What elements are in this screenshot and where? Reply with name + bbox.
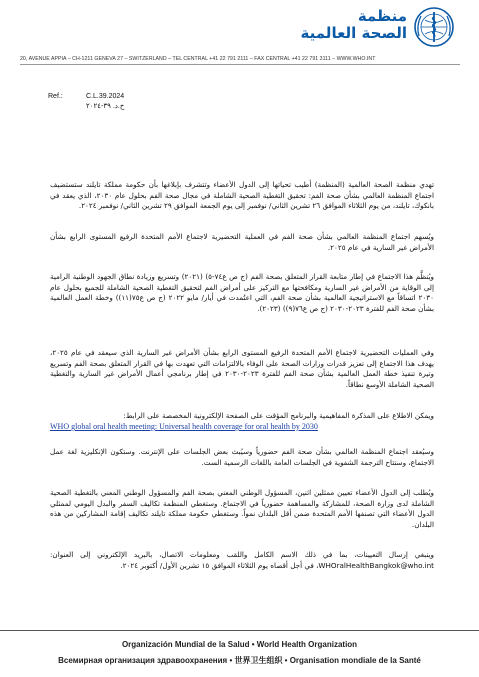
address-divider (20, 64, 460, 65)
reference-arabic-code: خ.د. ٣٩-٢٠٢٤ (86, 103, 125, 110)
footer-org-names-line1: Organización Mundial de la Salud • World Health Organization (121, 640, 358, 649)
meeting-webpage-link[interactable]: WHO global oral health meeting: Universal health coverage for oral health by 2030 (50, 422, 318, 431)
footer-org-names-line2: Всемирная организация здравоохранения • 世界卫生组织 • Organisation mondiale de la Santé (58, 656, 421, 665)
paragraph-4: وفي العمليات التحضيرية لاجتماع الأمم المتحدة الرفيع المستوى الرابع بشأن الأمراض غير السارية الذي سيعقد في عام ٢٠٢٥، يهدف هذا الاجتماع إلى تعزيز قدرات وزارات الصحة على الوفاء بالالتزامات التي تعهدت بها في القرار المتعلق بصحة الفم وتسريع وتيرة تنفيذ خطة العمل العالمية بشأن صحة الفم للفترة ٢٠٢٣-٢٠٣٠ في إطار برنامجي أعمال الأمراض غير السارية والتغطية الصحية الشاملة الأوسع نطاقاً. (50, 348, 434, 389)
letterhead (0, 0, 479, 52)
address-line: 20, AVENUE APPIA – CH-1211 GENEVA 27 – SWITZERLAND – TEL CENTRAL +41 22 791 2111 – FAX CENTRAL +41 22 791 3111 – WWW.WHO.INT (20, 56, 376, 62)
organization-name (301, 8, 407, 42)
paragraph-2: ويُسهم اجتماع المنظمة العالمي بشأن صحة الفم في العملية التحضيرية لاجتماع الأمم المتحدة الرفيع المستوى الرابع بشأن الأمراض غير السارية في عام ٢٠٢٥. (50, 232, 434, 252)
paragraph-8: وينبغي إرسال التعيينات، بما في ذلك الاسم الكامل واللقب ومعلومات الاتصال، بالبريد الإلكتروني إلى العنوان: WHOralHealthBangkok@who.int، في أجل أقصاه يوم الثلاثاء الموافق ١٥ تشرين الأول/ أكتوبر ٢٠٢٤. (50, 550, 434, 570)
paragraph-3: ويُنظَّم هذا الاجتماع في إطار متابعة القرار المتعلق بصحة الفم (ج ص ع٧٤-٥) (٢٠٢١) وتسريع وزيادة نطاق الجهود الوطنية الرامية إلى الوقاية من الأمراض غير السارية ومكافحتها مع التركيز على أمراض الفم لتحقيق التغطية الصحية الشاملة للجميع بحلول عام ٢٠٣٠ اتساقاً مع الاستراتيجية العالمية بشأن صحة الفم، التي اعتُمدت في أيار/ مايو ٢٠٢٢ (ج ص ع٧٥(١١)) وخطة العمل العالمية بشأن صحة الفم للفترة ٢٠٢٣-٢٠٣٠ (ج ص ع٧٦(٩)) (٢٠٢٣). (50, 272, 434, 313)
link-container (50, 422, 434, 433)
paragraph-6: وسيُعقد اجتماع المنظمة العالمي بشأن صحة الفم حضورياً وسيُبث بعض الجلسات على الإنترنت. وستكون الإنكليزية لغة عمل الاجتماع، وستتاح الترجمة الشفوية في الجلسات العامة باللغات الرسمية الست. (50, 447, 434, 467)
org-name-line1: منظمة (357, 7, 407, 25)
paragraph-1: تهدي منظمة الصحة العالمية (المنظمة) أطيب تحياتها إلى الدول الأعضاء وتتشرف بإبلاغها بأن حكومة مملكة تايلند ستستضيف اجتماع المنظمة العالمي بشأن صحة الفم: تحقيق التغطية الصحية الشاملة في مجال صحة الفم بحلول عام ٢٠٣٠، الذي يعقد في بانكوك، تايلند، من يوم الثلاثاء الموافق ٢٦ تشرين الثاني/ نوفمبر إلى يوم الجمعة الموافق ٢٩ تشرين الثاني/ نوفمبر ٢٠٢٤. (50, 180, 435, 211)
org-name-line2: الصحة العالمية (300, 24, 407, 42)
footer-divider (0, 630, 479, 631)
paragraph-7: ويُطلب إلى الدول الأعضاء تعيين ممثلين اثنين، المسؤول الوطني المعني بصحة الفم والمسؤول الوطني المعني بالتغطية الصحية الشاملة لدى وزارة الصحة، للمشاركة والمساهمة حضورياً في الاجتماع. وستغطي المنظمة تكاليف السفر والبدل اليومي لممثلي الدول الأعضاء التي تصنفها الأمم المتحدة ضمن أقل البلدان نمواً. وستغطي حكومة مملكة تايلند تكاليف إقامة المشاركين من هذه البلدان. (50, 488, 434, 529)
paragraph-5: ويمكن الاطلاع على المذكرة المفاهيمية والبرنامج المؤقت على الصفحة الإلكترونية المخصصة على الرابط: (123, 411, 434, 420)
reference-block (48, 92, 124, 112)
reference-label: Ref.: (48, 93, 63, 100)
who-emblem-icon (413, 6, 455, 48)
reference-code: C.L.39.2024 (86, 93, 125, 100)
